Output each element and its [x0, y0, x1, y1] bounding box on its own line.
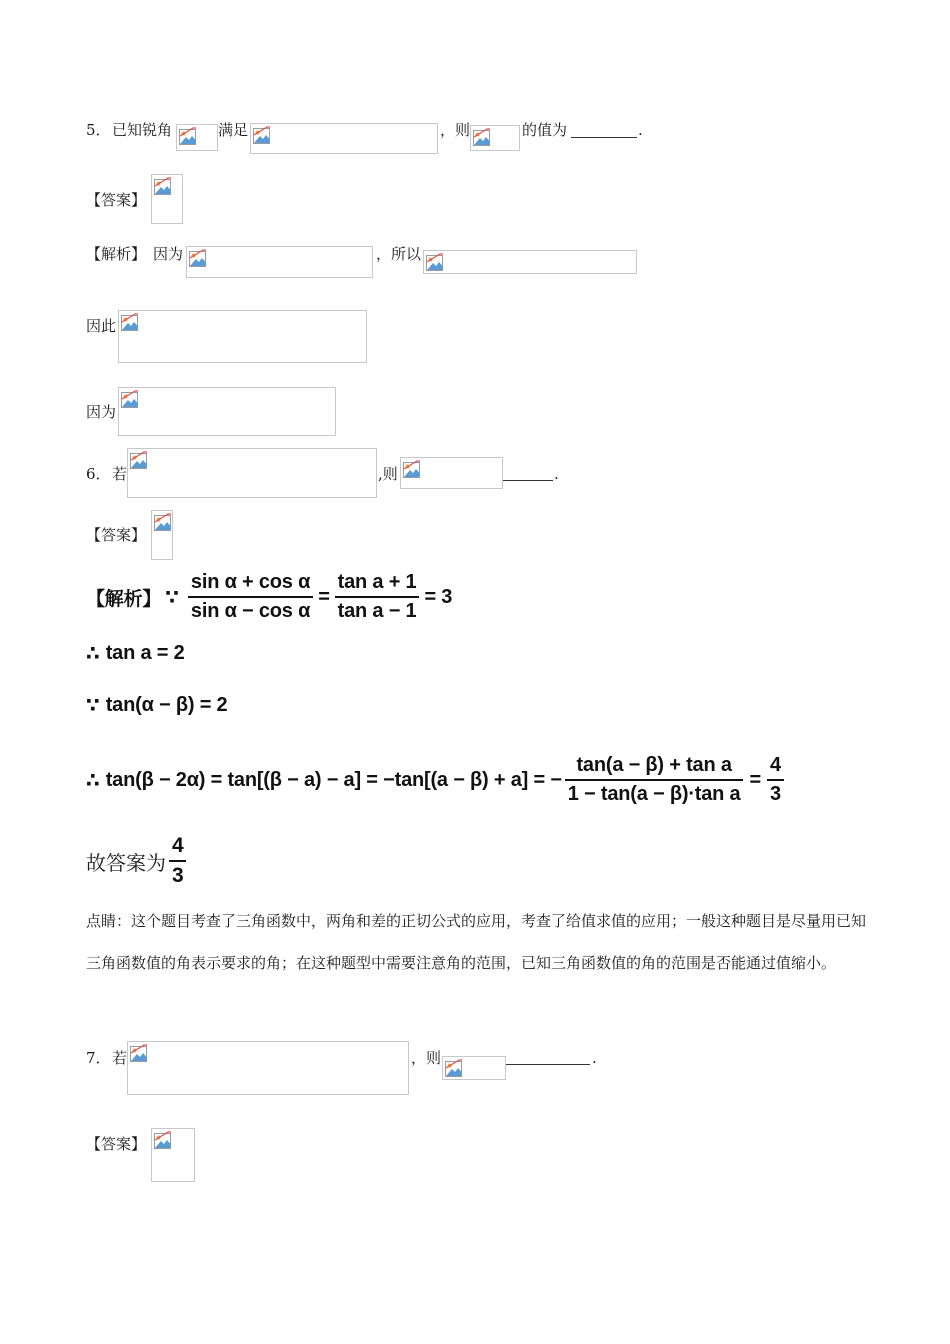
image-placeholder	[127, 1041, 409, 1095]
q5-analysis-text-1: 因为	[153, 245, 184, 263]
broken-image-icon	[154, 177, 172, 195]
final-answer-line	[86, 832, 189, 890]
q5-text-4: 的值为	[522, 121, 568, 139]
fraction-denominator: 1 − tan(a − β)·tan a	[565, 779, 744, 806]
q5-analysis-text-3: 因此	[86, 317, 117, 335]
q7-text-1: 若	[112, 1049, 128, 1067]
image-placeholder	[118, 387, 336, 436]
formula-text: tan(β − 2α) = tan[(β − a) − a] = −tan[(a − β) + a] = −	[105, 768, 562, 791]
q5-text-3: ，则	[440, 121, 471, 139]
q7-answer-label: 【答案】	[86, 1135, 147, 1153]
fraction-denominator: tan a − 1	[335, 596, 420, 623]
because-symbol: ∵	[86, 694, 100, 717]
broken-image-icon	[189, 249, 207, 267]
fraction	[335, 571, 420, 623]
equation-result: = 3	[424, 585, 453, 608]
q5-number: 5．	[86, 121, 111, 139]
broken-image-icon	[179, 127, 197, 145]
fraction-numerator: tan(a − β) + tan a	[576, 754, 732, 776]
q5-analysis-text-2: ，所以	[376, 245, 422, 263]
q5-text-1: 已知锐角	[112, 121, 173, 139]
image-placeholder	[127, 448, 377, 498]
q6-answer-label: 【答案】	[86, 526, 147, 544]
broken-image-icon	[130, 1044, 148, 1062]
fraction-denominator: 3	[169, 860, 186, 888]
broken-image-icon	[121, 313, 139, 331]
broken-image-icon	[121, 390, 139, 408]
q6-number: 6．	[86, 465, 111, 483]
broken-image-icon	[445, 1059, 463, 1077]
fraction-numerator: tan a + 1	[337, 571, 417, 593]
formula-line-1: 【解析】 ∵ $\frac{\text{sin α + cos α}}{\text{sin α − cos α}}$ = $\frac{\text{tan a + 1}}{\text{tan a − 1}}$ = 3	[86, 571, 453, 622]
broken-image-icon	[253, 126, 271, 144]
fraction	[767, 754, 784, 806]
formula-line-3	[86, 691, 227, 719]
broken-image-icon	[403, 460, 421, 478]
formula-text: tan(α − β) = 2	[105, 693, 228, 716]
fraction	[565, 754, 744, 806]
answer-blank	[503, 480, 553, 481]
fraction	[188, 571, 313, 623]
fraction-denominator: 3	[767, 779, 784, 806]
therefore-symbol: ∴	[86, 642, 100, 665]
q6-end: .	[554, 465, 559, 483]
image-placeholder	[400, 457, 503, 489]
image-placeholder	[151, 1128, 195, 1182]
q5-answer-label: 【答案】	[86, 191, 147, 209]
image-placeholder	[151, 510, 173, 560]
image-placeholder	[151, 174, 183, 224]
q7-end: .	[592, 1049, 597, 1067]
image-placeholder	[118, 310, 367, 363]
because-symbol: ∵	[165, 586, 179, 609]
remark-paragraph: 点睛：这个题目考查了三角函数中，两角和差的正切公式的应用，考查了给值求值的应用；一般这种题目是尽量用已知三角函数值的角表示要求的角；在这种题型中需要注意角的范围，已知三角函数值的角的范围是否能通过值缩小。	[86, 912, 867, 972]
formula-line-2	[86, 640, 185, 666]
image-placeholder	[176, 124, 218, 151]
fraction-numerator: 4	[769, 754, 781, 776]
image-placeholder	[423, 250, 637, 274]
formula-text: tan a = 2	[105, 641, 185, 664]
image-placeholder	[250, 123, 438, 154]
equals-sign: =	[749, 768, 761, 791]
image-placeholder	[470, 125, 520, 151]
q5-analysis-text-4: 因为	[86, 403, 117, 421]
answer-blank	[571, 137, 637, 138]
answer-blank	[506, 1064, 590, 1065]
q5-text-2: 满足	[218, 121, 249, 139]
broken-image-icon	[426, 253, 444, 271]
broken-image-icon	[154, 513, 172, 531]
q6-text-1: 若	[112, 465, 128, 483]
image-placeholder	[442, 1056, 506, 1080]
fraction-numerator: 4	[172, 834, 184, 857]
q5-end: .	[638, 121, 643, 139]
fraction-denominator: sin α − cos α	[188, 596, 313, 623]
broken-image-icon	[473, 128, 491, 146]
final-answer-label: 故答案为	[86, 850, 166, 875]
therefore-symbol: ∴	[86, 769, 100, 792]
q7-text-2: ，则	[411, 1049, 442, 1067]
broken-image-icon	[154, 1131, 172, 1149]
fraction	[169, 834, 186, 888]
image-placeholder	[186, 246, 373, 278]
q6-analysis-label: 【解析】	[86, 588, 162, 610]
q5-analysis-label: 【解析】	[86, 245, 147, 263]
formula-line-4	[86, 750, 787, 810]
broken-image-icon	[130, 451, 148, 469]
q6-text-2: ,则	[378, 465, 398, 483]
fraction-numerator: sin α + cos α	[190, 571, 311, 593]
q7-number: 7．	[86, 1049, 111, 1067]
